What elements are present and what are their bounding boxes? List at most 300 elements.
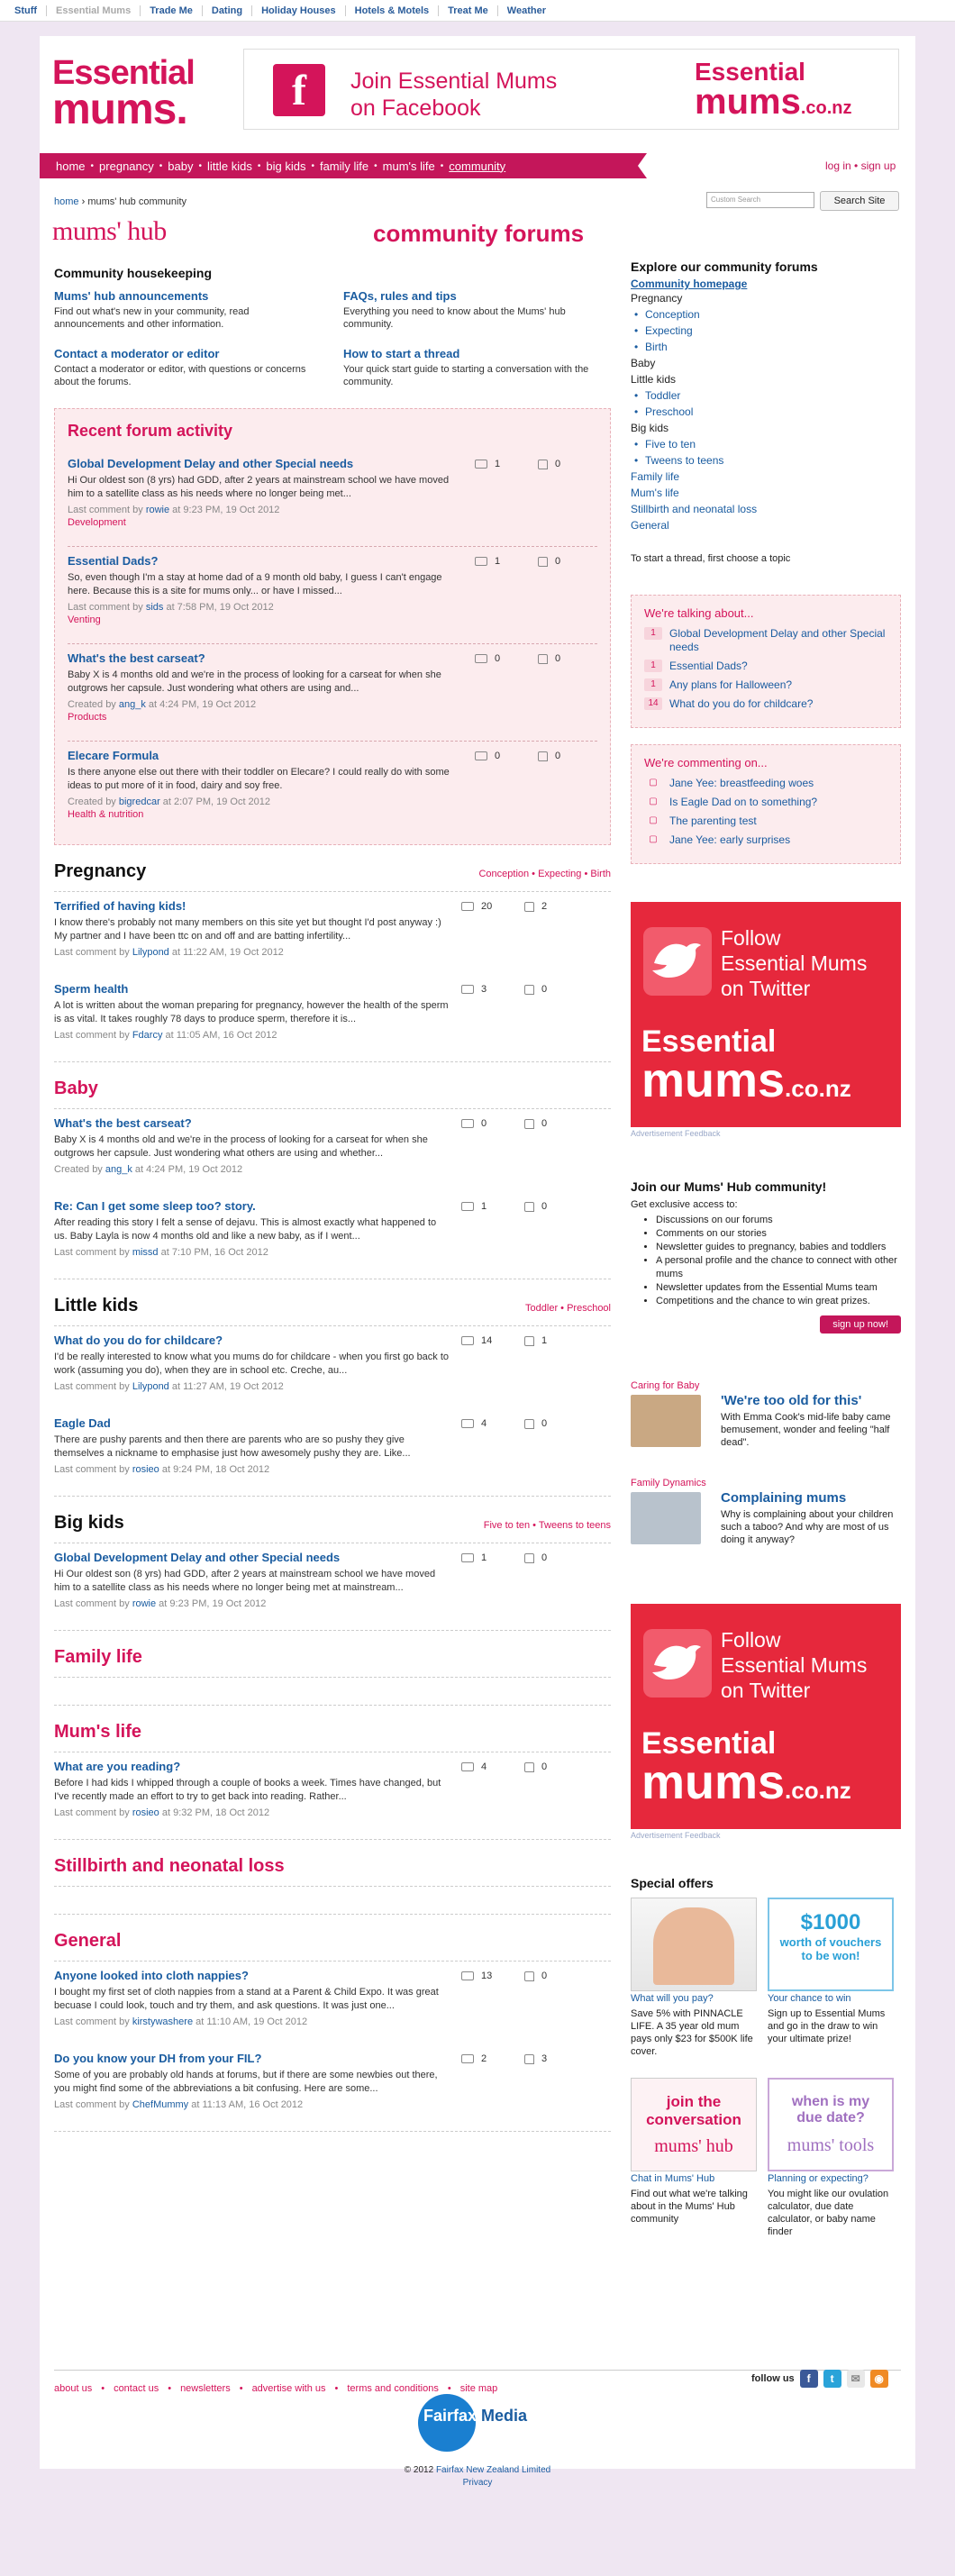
section-subforums xyxy=(478,869,611,879)
follow-us xyxy=(751,2370,888,2388)
commenting-link[interactable]: Jane Yee: early surprises xyxy=(669,833,791,846)
ad-line2: Essential Mums xyxy=(721,951,868,975)
comment-count-value: 4 xyxy=(481,1418,487,1429)
thread-title-link[interactable]: Global Development Delay and other Special needs xyxy=(68,457,354,470)
section-title[interactable]: Big kids xyxy=(54,1513,124,1533)
thread-user-link[interactable]: kirstywashere xyxy=(132,2016,194,2027)
thread-user-link[interactable]: Lilypond xyxy=(132,947,169,958)
forum-section xyxy=(54,861,611,1062)
like-thumb-icon xyxy=(524,1336,534,1346)
search-input[interactable]: Custom Search xyxy=(706,192,814,208)
forum-tree xyxy=(631,290,901,533)
like-count xyxy=(538,653,560,664)
ad-feedback-link[interactable]: Advertisement Feedback xyxy=(631,1831,721,1840)
forum-tree-link[interactable]: General xyxy=(631,519,669,532)
thread-title-link[interactable]: Essential Dads? xyxy=(68,554,159,568)
comment-count xyxy=(461,901,492,912)
like-thumb-icon xyxy=(538,751,548,761)
forum-section xyxy=(54,1296,611,1497)
nav-separator: • xyxy=(198,160,202,171)
like-count-value: 2 xyxy=(541,901,548,912)
thread-excerpt: After reading this story I felt a sense of dejavu. This is almost exactly what happened to us. Baby Layla is now 4 months old and like a new baby, as if I went... xyxy=(54,1217,437,1242)
feature-title-link[interactable]: Complaining mums xyxy=(721,1490,847,1506)
offer-caption-link[interactable]: What will you pay? xyxy=(631,1993,714,2004)
meta-pre: Last comment by xyxy=(54,2016,132,2027)
like-count-value: 0 xyxy=(555,459,561,469)
feature-category-link[interactable]: Caring for Baby xyxy=(631,1380,700,1391)
comment-bubble-icon xyxy=(461,1336,474,1345)
page xyxy=(40,36,915,2488)
forum-tree-item[interactable] xyxy=(631,306,901,323)
nav-big-kids[interactable]: big kids xyxy=(266,159,306,173)
subforum-link[interactable]: Conception xyxy=(478,869,530,879)
like-thumb-icon xyxy=(524,985,534,995)
thread-title-link[interactable]: What do you do for childcare? xyxy=(54,1334,223,1347)
talking-link[interactable]: Global Development Delay and other Special needs xyxy=(669,627,886,653)
meta-pre: Created by xyxy=(68,796,119,807)
thread-title-link[interactable]: Terrified of having kids! xyxy=(54,899,186,913)
thread-title-link[interactable]: Global Development Delay and other Special needs xyxy=(54,1551,341,1564)
ad-logo xyxy=(641,1728,894,1818)
commenting-link[interactable]: The parenting test xyxy=(669,815,757,827)
thread-row xyxy=(54,892,611,975)
topbar-link-4[interactable]: Holiday Houses xyxy=(252,5,346,16)
like-count-value: 0 xyxy=(541,1201,548,1212)
thread-user-link[interactable]: rowie xyxy=(132,1598,157,1609)
commenting-link[interactable]: Is Eagle Dad on to something? xyxy=(669,796,818,808)
footer-sep: • xyxy=(239,2383,243,2394)
housekeeping-link[interactable]: How to start a thread xyxy=(343,347,460,360)
mums-hub-title: mums' hub xyxy=(52,216,167,246)
offer-image[interactable] xyxy=(631,1898,757,1991)
banner-logo3: .co.nz xyxy=(800,98,852,118)
essential-mums-logo[interactable] xyxy=(52,56,232,142)
comment-bubble-icon: ▢ xyxy=(649,778,658,787)
like-count-value: 0 xyxy=(555,751,561,761)
feature-photo[interactable] xyxy=(631,1395,701,1447)
forum-tree-item[interactable] xyxy=(631,387,901,404)
thread-user-link[interactable]: sids xyxy=(145,602,164,613)
housekeeping-desc: Contact a moderator or editor, with questions or concerns about the forums. xyxy=(54,364,306,387)
banner-logo1: Essential xyxy=(695,58,805,86)
commenting-item xyxy=(644,815,887,828)
nav-separator: • xyxy=(159,160,163,171)
thread-excerpt: Hi Our oldest son (8 yrs) had GDD, after 2 years at mainstream school we have moved him to a satellite class as his needs where no longer being met... xyxy=(68,475,450,499)
thread-user-link[interactable]: ChefMummy xyxy=(132,2099,189,2110)
subforum-link[interactable]: Five to ten xyxy=(483,1520,531,1531)
forum-tree-item xyxy=(631,420,901,436)
ad-logo3: .co.nz xyxy=(785,1075,851,1102)
forum-tree-item[interactable] xyxy=(631,404,901,420)
like-count-value: 1 xyxy=(541,1335,548,1346)
nav-little-kids[interactable]: little kids xyxy=(207,159,252,173)
forum-tree-item[interactable] xyxy=(631,436,901,452)
nav-separator: • xyxy=(311,160,314,171)
forum-tree-item[interactable] xyxy=(631,517,901,533)
like-count-value: 0 xyxy=(555,653,561,664)
forum-tree-label: Little kids xyxy=(631,373,677,386)
join-benefit: • Comments on our stories xyxy=(656,1227,901,1241)
forum-tree-link[interactable]: Toddler xyxy=(645,389,681,402)
section-title[interactable]: General xyxy=(54,1931,122,1951)
offer-image[interactable] xyxy=(631,2078,757,2171)
topbar-link-1[interactable]: Essential Mums xyxy=(47,5,141,16)
like-count-value: 3 xyxy=(541,2053,548,2064)
offer-description: Find out what we're talking about in the Mums' Hub community xyxy=(631,2189,748,2225)
offer-description: You might like our ovulation calculator, due date calculator, or baby name finder xyxy=(768,2189,889,2237)
thread-row xyxy=(68,547,597,644)
talking-link[interactable]: Any plans for Halloween? xyxy=(669,678,793,691)
thread-meta xyxy=(54,1030,611,1041)
signup-now-button[interactable]: sign up now! xyxy=(820,1315,901,1334)
main-nav xyxy=(40,153,638,178)
copyright-link[interactable]: Fairfax New Zealand Limited xyxy=(435,2465,551,2475)
feature-item xyxy=(631,1379,901,1476)
housekeeping-desc: Everything you need to know about the Mums' hub community. xyxy=(343,306,566,330)
nav-mum-s-life[interactable]: mum's life xyxy=(382,159,435,173)
thread-excerpt: Baby X is 4 months old and we're in the process of looking for a carseat for when she outgrows her capsule. Just wondering what others are using and whether... xyxy=(54,1134,428,1159)
nav-pregnancy[interactable]: pregnancy xyxy=(99,159,154,173)
copyright xyxy=(40,2464,915,2490)
footer-sep: • xyxy=(447,2383,451,2394)
commenting-link[interactable]: Jane Yee: breastfeeding woes xyxy=(669,777,814,789)
like-count xyxy=(524,901,547,912)
thread-category-link[interactable]: Venting xyxy=(68,614,101,625)
thread-meta xyxy=(68,602,597,613)
thread-user-link[interactable]: rosieo xyxy=(132,1464,159,1475)
section-title[interactable]: Mum's life xyxy=(54,1722,141,1742)
thread-title-link[interactable]: Do you know your DH from your FIL? xyxy=(54,2052,262,2065)
thread-excerpt: Before I had kids I whipped through a couple of books a week. Times have changed, but I've recently made an effort to try to get back into reading. Rather... xyxy=(54,1778,441,1802)
meta-post: at 4:24 PM, 19 Oct 2012 xyxy=(145,699,257,710)
search-button[interactable]: Search Site xyxy=(820,191,899,211)
signup-link[interactable]: sign up xyxy=(860,159,896,172)
comment-count-value: 14 xyxy=(481,1335,493,1346)
nav-community[interactable]: community xyxy=(449,159,506,173)
topbar-link-6[interactable]: Treat Me xyxy=(439,5,498,16)
nav-home[interactable]: home xyxy=(56,159,86,173)
thread-row xyxy=(54,1543,611,1626)
housekeeping-link[interactable]: Contact a moderator or editor xyxy=(54,347,220,360)
thread-user-link[interactable]: Fdarcy xyxy=(132,1030,163,1041)
thread-category-link[interactable]: Health & nutrition xyxy=(68,809,144,820)
join-intro: Get exclusive access to: xyxy=(631,1199,738,1210)
comment-count-value: 1 xyxy=(495,459,501,469)
footer-link[interactable]: site map xyxy=(459,2383,498,2394)
meta-post: at 7:58 PM, 19 Oct 2012 xyxy=(163,602,274,613)
like-thumb-icon xyxy=(524,1553,534,1563)
section-title[interactable]: Little kids xyxy=(54,1296,139,1315)
nav-baby[interactable]: baby xyxy=(168,159,194,173)
forum-section xyxy=(54,1647,611,1706)
section-subforums xyxy=(484,1520,611,1531)
thread-user-link[interactable]: ang_k xyxy=(105,1164,132,1175)
thread-title-link[interactable]: Elecare Formula xyxy=(68,749,159,762)
thread-user-link[interactable]: rosieo xyxy=(132,1807,159,1818)
ad-logo1: Essential xyxy=(641,1726,777,1761)
recent-posts xyxy=(68,450,597,839)
subforum-link[interactable]: Tweens to teens xyxy=(538,1520,611,1531)
forum-tree-link[interactable]: Stillbirth and neonatal loss xyxy=(631,503,758,515)
housekeeping-link[interactable]: Mums' hub announcements xyxy=(54,289,209,303)
meta-post: at 9:23 PM, 19 Oct 2012 xyxy=(169,505,280,515)
subforum-link[interactable]: Toddler xyxy=(525,1303,559,1314)
thread-user-link[interactable]: Lilypond xyxy=(132,1381,169,1392)
comment-bubble-icon xyxy=(461,1762,474,1771)
talking-item xyxy=(644,678,887,692)
talking-list xyxy=(644,627,887,711)
like-count-value: 0 xyxy=(541,1971,548,1981)
meta-post: at 2:07 PM, 19 Oct 2012 xyxy=(159,796,271,807)
thread-meta xyxy=(54,2099,611,2110)
thread-excerpt: I bought my first set of cloth nappies from a stand at a Parent & Child Expo. It was great becuase I could look, touch and try them, and ask questions. It was just one... xyxy=(54,1987,439,2011)
twitter-ad-text xyxy=(721,925,897,1001)
forum-tree-label: Pregnancy xyxy=(631,292,683,305)
meta-post: at 11:05 AM, 16 Oct 2012 xyxy=(162,1030,277,1041)
thread-meta xyxy=(68,505,597,515)
footer-link[interactable]: terms and conditions xyxy=(347,2383,439,2394)
ad-logo3: .co.nz xyxy=(785,1777,851,1804)
comment-bubble-icon xyxy=(461,1419,474,1428)
section-title[interactable]: Stillbirth and neonatal loss xyxy=(54,1856,285,1876)
topbar-link-0[interactable]: Stuff xyxy=(5,5,47,16)
thread-title-link[interactable]: Anyone looked into cloth nappies? xyxy=(54,1969,249,1982)
housekeeping-desc: Find out what's new in your community, read announcements and other information. xyxy=(54,306,250,330)
facebook-banner-ad[interactable] xyxy=(243,49,899,130)
housekeeping-grid xyxy=(54,289,611,388)
thread-title-link[interactable]: What are you reading? xyxy=(54,1760,181,1773)
like-count xyxy=(524,2053,547,2064)
talking-link[interactable]: What do you do for childcare? xyxy=(669,697,814,710)
like-thumb-icon xyxy=(524,1119,534,1129)
footer-link[interactable]: contact us xyxy=(114,2383,159,2394)
thread-meta xyxy=(54,2016,611,2027)
explore-title: Explore our community forums xyxy=(631,259,818,274)
forum-tree-link[interactable]: Five to ten xyxy=(645,438,696,451)
comment-bubble-icon xyxy=(475,751,487,760)
forum-section xyxy=(54,1931,611,2132)
thread-row xyxy=(54,1109,611,1192)
comment-count xyxy=(461,1971,492,1981)
page-title: community forums xyxy=(373,220,585,247)
thread-user-link[interactable]: ang_k xyxy=(118,699,146,710)
housekeeping-desc: Your quick start guide to starting a conversation with the community. xyxy=(343,364,589,387)
forum-tree-link[interactable]: Mum's life xyxy=(631,487,679,499)
meta-post: at 11:27 AM, 19 Oct 2012 xyxy=(168,1381,284,1392)
comment-count xyxy=(475,751,500,761)
talking-title: We're talking about... xyxy=(644,606,754,620)
offer-caption-link[interactable]: Chat in Mums' Hub xyxy=(631,2173,715,2184)
rss-icon[interactable]: ◉ xyxy=(870,2370,888,2388)
topbar-link-7[interactable]: Weather xyxy=(506,5,546,16)
comment-bubble-icon: ▢ xyxy=(649,815,658,825)
thread-row xyxy=(54,1962,611,2044)
section-header xyxy=(54,1856,611,1887)
forum-tree-item[interactable] xyxy=(631,485,901,501)
subforum-link[interactable]: Preschool xyxy=(567,1303,611,1314)
topbar-link-3[interactable]: Dating xyxy=(203,5,252,16)
comment-bubble-icon xyxy=(475,654,487,663)
breadcrumb-current: mums' hub community xyxy=(87,196,187,207)
section-title[interactable]: Pregnancy xyxy=(54,861,147,881)
banner-line2: on Facebook xyxy=(350,96,481,121)
ad-feedback-link[interactable]: Advertisement Feedback xyxy=(631,1129,721,1138)
copyright-pre: © 2012 xyxy=(404,2465,436,2475)
like-thumb-icon xyxy=(524,1762,534,1772)
comment-count-value: 1 xyxy=(495,556,501,567)
email-icon[interactable]: ✉ xyxy=(847,2370,865,2388)
like-count xyxy=(538,556,560,567)
join-benefit: • A personal profile and the chance to connect with other mums xyxy=(656,1254,901,1281)
privacy-link[interactable]: Privacy xyxy=(462,2478,493,2488)
comment-count xyxy=(461,984,487,995)
join-panel xyxy=(631,1179,901,1334)
thread-row xyxy=(54,975,611,1058)
offer-item xyxy=(768,1898,894,2058)
breadcrumb-home[interactable]: home xyxy=(54,196,79,207)
forum-tree-item[interactable] xyxy=(631,323,901,339)
thread-category-link[interactable]: Products xyxy=(68,712,107,723)
twitter-follow-ad-1[interactable] xyxy=(631,902,901,1127)
meta-post: at 4:24 PM, 19 Oct 2012 xyxy=(132,1164,243,1175)
offer-image[interactable] xyxy=(768,2078,894,2171)
like-thumb-icon xyxy=(538,557,548,567)
housekeeping-link[interactable]: FAQs, rules and tips xyxy=(343,289,457,303)
ad-line2: Essential Mums xyxy=(721,1653,868,1677)
comment-bubble-icon xyxy=(461,1202,474,1211)
comment-bubble-icon xyxy=(461,1971,474,1980)
feature-photo[interactable] xyxy=(631,1492,701,1544)
feature-item xyxy=(631,1476,901,1573)
forum-tree-link[interactable]: Family life xyxy=(631,470,680,483)
subforum-sep: • xyxy=(558,1303,568,1314)
commenting-on-panel xyxy=(631,744,901,864)
thread-row xyxy=(54,1192,611,1275)
thread-excerpt: There are pushy parents and then there are parents who are so pushy they give themselves a nickname to emphasise just how awesomely pushy they are. Like... xyxy=(54,1434,411,1459)
subforum-link[interactable]: Birth xyxy=(590,869,611,879)
facebook-icon[interactable]: f xyxy=(800,2370,818,2388)
talking-link[interactable]: Essential Dads? xyxy=(669,660,748,672)
offer-photo xyxy=(653,1907,734,1985)
like-count xyxy=(524,1418,547,1429)
section-header xyxy=(54,1513,611,1543)
ad-line1: Follow xyxy=(721,1628,781,1652)
like-thumb-icon xyxy=(538,654,548,664)
main-content xyxy=(54,266,611,2132)
forum-tree-item[interactable] xyxy=(631,469,901,485)
comment-count-value: 4 xyxy=(481,1761,487,1772)
section-header xyxy=(54,1722,611,1752)
forum-section xyxy=(54,1513,611,1631)
forum-tree-link[interactable]: Birth xyxy=(645,341,668,353)
thread-user-link[interactable]: bigredcar xyxy=(118,796,160,807)
comment-bubble-icon xyxy=(475,557,487,566)
footer-sep: • xyxy=(101,2383,105,2394)
talking-about-panel xyxy=(631,595,901,728)
forum-tree-item xyxy=(631,371,901,387)
meta-pre: Last comment by xyxy=(54,1598,132,1609)
nav-family-life[interactable]: family life xyxy=(319,159,369,173)
subforum-link[interactable]: Expecting xyxy=(538,869,582,879)
thread-category-link[interactable]: Development xyxy=(68,517,126,528)
forum-tree-link[interactable]: Expecting xyxy=(645,324,693,337)
comment-count xyxy=(461,1118,487,1129)
twitter-icon[interactable]: t xyxy=(823,2370,841,2388)
comment-count xyxy=(461,1418,487,1429)
thread-user-link[interactable]: missd xyxy=(132,1247,159,1258)
footer-sep: • xyxy=(334,2383,339,2394)
login-link[interactable]: log in xyxy=(825,159,851,172)
login-sep: • xyxy=(854,159,859,172)
section-header xyxy=(54,1079,611,1109)
facebook-banner-text xyxy=(350,68,621,122)
forum-sections xyxy=(54,861,611,2132)
forum-tree-link[interactable]: Conception xyxy=(645,308,700,321)
thread-title-link[interactable]: What's the best carseat? xyxy=(68,651,205,665)
footer-link[interactable]: advertise with us xyxy=(251,2383,326,2394)
talking-count: 1 xyxy=(644,627,662,640)
forum-tree-item[interactable] xyxy=(631,452,901,469)
offer-image[interactable] xyxy=(768,1898,894,1991)
thread-title-link[interactable]: Sperm health xyxy=(54,982,129,996)
subforum-sep: • xyxy=(529,869,539,879)
community-homepage-link[interactable]: Community homepage xyxy=(631,278,748,290)
meta-pre: Last comment by xyxy=(54,947,132,958)
like-thumb-icon xyxy=(524,1202,534,1212)
like-count-value: 0 xyxy=(555,556,561,567)
join-benefit: • Newsletter guides to pregnancy, babies and toddlers xyxy=(656,1241,901,1254)
forum-tree-link[interactable]: Tweens to teens xyxy=(645,454,724,467)
like-count xyxy=(524,1201,547,1212)
commenting-list xyxy=(644,777,887,847)
like-count-value: 0 xyxy=(541,984,548,995)
like-count xyxy=(524,1118,547,1129)
offer-caption-link[interactable]: Your chance to win xyxy=(768,1993,851,2004)
thread-title-link[interactable]: Re: Can I get some sleep too? story. xyxy=(54,1199,256,1213)
twitter-follow-ad-2[interactable] xyxy=(631,1604,901,1829)
thread-title-link[interactable]: What's the best carseat? xyxy=(54,1116,192,1130)
feature-title-link[interactable]: 'We're too old for this' xyxy=(721,1393,862,1408)
recent-activity-panel xyxy=(54,408,611,845)
twitter-bird-icon xyxy=(643,927,712,996)
forum-tree-item[interactable] xyxy=(631,339,901,355)
comment-count xyxy=(475,556,500,567)
section-title[interactable]: Family life xyxy=(54,1647,142,1667)
section-title[interactable]: Baby xyxy=(54,1079,98,1098)
facebook-icon: f xyxy=(273,64,325,116)
comment-count-value: 20 xyxy=(481,901,493,912)
offer-caption-link[interactable]: Planning or expecting? xyxy=(768,2173,869,2184)
thread-excerpt: Is there anyone else out there with their toddler on Elecare? I could really do with some ideas to put more of it in food, dairy and soy free. xyxy=(68,767,450,791)
forum-tree-link[interactable]: Preschool xyxy=(645,405,694,418)
thread-user-link[interactable]: rowie xyxy=(145,505,170,515)
footer-link[interactable]: about us xyxy=(54,2383,93,2394)
footer-link[interactable]: newsletters xyxy=(180,2383,231,2394)
topbar-link-5[interactable]: Hotels & Motels xyxy=(346,5,440,16)
meta-post: at 11:22 AM, 19 Oct 2012 xyxy=(168,947,284,958)
feature-category-link[interactable]: Family Dynamics xyxy=(631,1478,706,1488)
commenting-item xyxy=(644,833,887,847)
forum-tree-item[interactable] xyxy=(631,501,901,517)
fairfax-media-logo[interactable] xyxy=(418,2394,544,2452)
topbar-link-2[interactable]: Trade Me xyxy=(141,5,203,16)
forum-section xyxy=(54,1079,611,1279)
talking-item xyxy=(644,697,887,711)
thread-title-link[interactable]: Eagle Dad xyxy=(54,1416,111,1430)
comment-bubble-icon xyxy=(461,1119,474,1128)
comment-count-value: 0 xyxy=(481,1118,487,1129)
thread-excerpt: Baby X is 4 months old and we're in the process of looking for a carseat for when she outgrows her capsule. Just wondering what others are using and... xyxy=(68,669,441,694)
